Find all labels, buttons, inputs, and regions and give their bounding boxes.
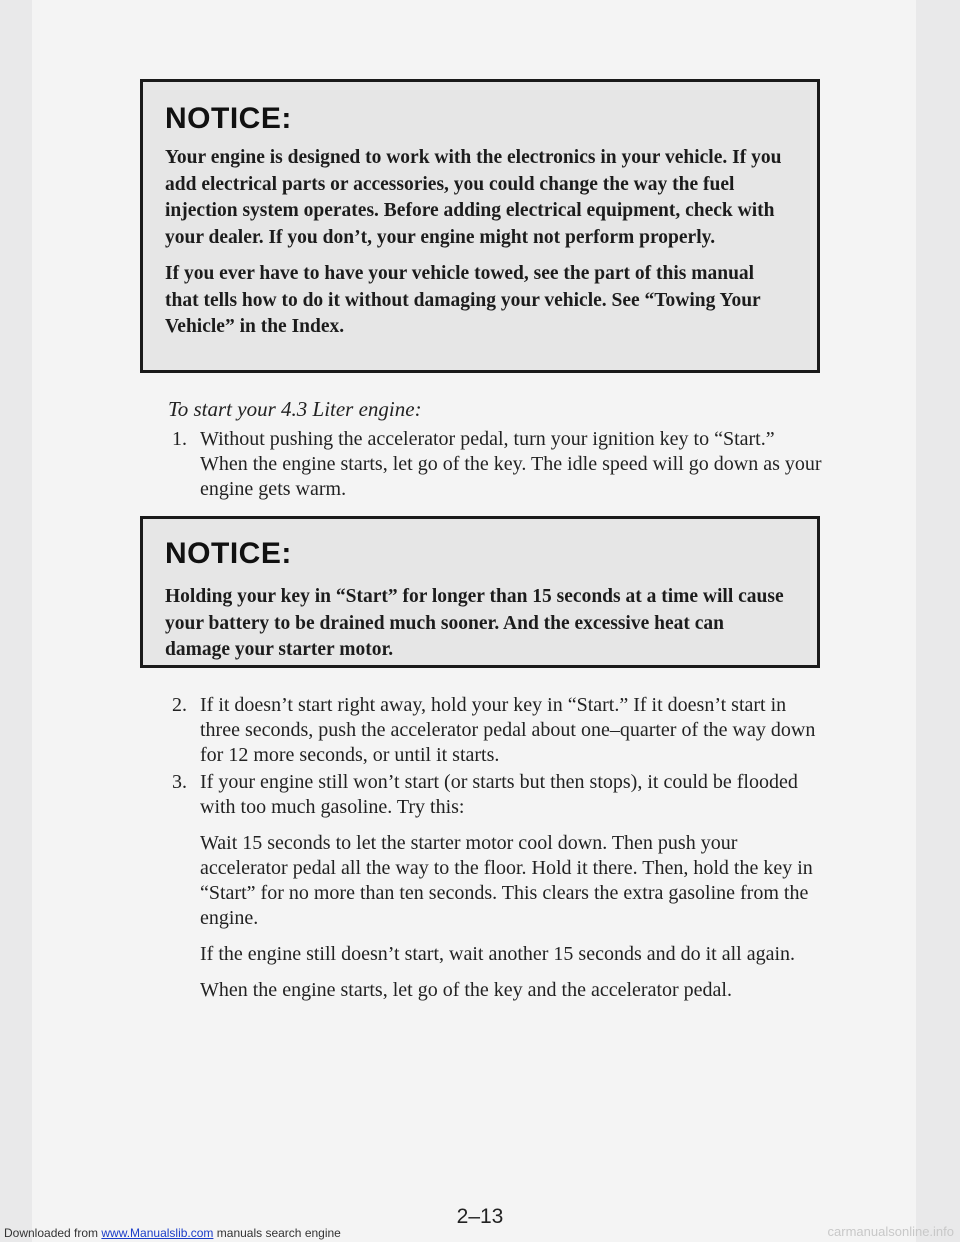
step-number: 2. bbox=[172, 694, 187, 716]
notice-box-starter bbox=[140, 516, 820, 668]
section-intro: To start your 4.3 Liter engine: bbox=[168, 397, 422, 421]
step-text: If it doesn’t start right away, hold your key in “Start.” If it doesn’t start in three seconds, push the accelerator pedal about one–quarter of the way down for 12 more seconds, or until it starts. bbox=[200, 694, 816, 766]
step-text: Without pushing the accelerator pedal, turn your ignition key to “Start.” When the engine starts, let go of the key. The idle speed will go down as your engine gets warm. bbox=[200, 428, 822, 500]
step-number: 1. bbox=[172, 428, 187, 450]
step-subparagraph: When the engine starts, let go of the key and the accelerator pedal. bbox=[200, 979, 732, 1001]
notice-paragraph: Holding your key in “Start” for longer than 15 seconds at a time will cause your battery to be drained much sooner. And the excessive heat can damage your starter motor. bbox=[165, 586, 784, 660]
step-subparagraph: Wait 15 seconds to let the starter motor cool down. Then push your accelerator pedal all the way to the floor. Hold it there. Then, hold the key in “Start” for no more than ten seconds. This clears the extra gasoline from the engine. bbox=[200, 832, 813, 929]
notice-title: NOTICE: bbox=[165, 102, 292, 135]
notice-paragraph: If you ever have to have your vehicle towed, see the part of this manual that tells how to do it without damaging your vehicle. See “Towing Your Vehicle” in the Index. bbox=[165, 263, 761, 337]
page-number: 2–13 bbox=[456, 1205, 504, 1228]
step-2 bbox=[172, 693, 822, 768]
notice-paragraph: Your engine is designed to work with the electronics in your vehicle. If you add electrical parts or accessories, you could change the way the fuel injection system operates. Before adding electrical equipment, check with your dealer. If you don’t, your engine might not perform properly. bbox=[165, 147, 782, 248]
site-watermark: carmanualsonline.info bbox=[827, 1224, 954, 1239]
watermark-suffix: manuals search engine bbox=[213, 1226, 341, 1240]
step-text: If your engine still won’t start (or starts but then stops), it could be flooded with too much gasoline. Try this: bbox=[200, 771, 798, 818]
notice-title: NOTICE: bbox=[165, 537, 292, 570]
step-1 bbox=[172, 427, 822, 502]
download-watermark bbox=[4, 1226, 341, 1240]
step-subparagraph: If the engine still doesn’t start, wait another 15 seconds and do it all again. bbox=[200, 943, 796, 965]
step-3 bbox=[172, 770, 822, 1003]
step-number: 3. bbox=[172, 771, 187, 793]
manualslib-link[interactable]: www.Manualslib.com bbox=[101, 1226, 214, 1240]
notice-box-electronics bbox=[140, 79, 820, 373]
watermark-prefix: Downloaded from bbox=[4, 1226, 102, 1240]
